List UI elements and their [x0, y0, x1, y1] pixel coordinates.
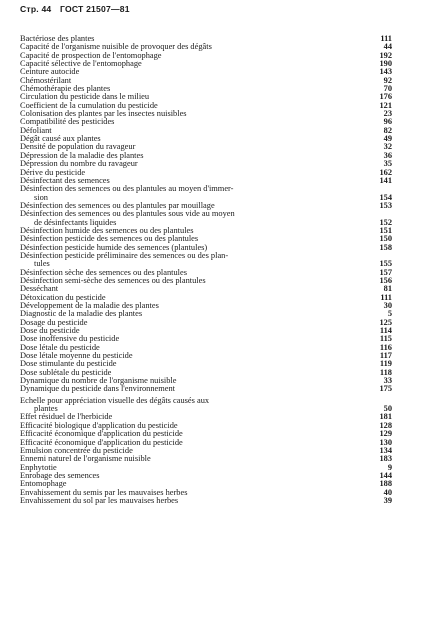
index-entry: [20, 385, 392, 393]
index-term: Dose stimulante du pesticide: [20, 360, 117, 369]
index-list: [20, 35, 392, 505]
index-term: Dose inoffensive du pesticide: [20, 335, 120, 344]
index-entry: [20, 210, 392, 218]
index-page-number: 125: [379, 317, 392, 327]
index-term: Capacité sélective de l'entomophage: [20, 60, 142, 69]
index-entry: [20, 447, 392, 455]
index-entry: [20, 369, 392, 377]
index-page-number: 153: [379, 200, 392, 210]
index-entry: [20, 430, 392, 438]
index-page-number: 115: [379, 334, 392, 344]
index-term: Dégât causé aux plantes: [20, 135, 101, 144]
index-page-number: 150: [379, 234, 392, 244]
index-page-number: 130: [379, 437, 392, 447]
index-term: Efficacité économique d'application du pesticide: [20, 438, 183, 447]
index-page-number: 5: [387, 309, 392, 319]
index-page-number: 49: [383, 134, 392, 144]
index-term: Dynamique du pesticide dans l'environnement: [20, 385, 176, 394]
index-term: Ennemi naturel de l'organisme nuisible: [20, 455, 151, 464]
index-entry: [20, 110, 392, 118]
index-term: Coefficient de la cumulation du pesticide: [20, 101, 158, 110]
index-term: Échelle pour appréciation visuelle des dégâts causés aux: [20, 396, 210, 405]
index-page-number: 128: [379, 420, 392, 430]
index-page-number: 116: [379, 342, 392, 352]
index-entry: [20, 52, 392, 60]
index-page-number: 152: [379, 217, 392, 227]
index-entry: [20, 60, 392, 68]
index-page-number: 155: [379, 259, 392, 269]
index-page-number: 23: [383, 109, 392, 119]
index-entry: [20, 219, 392, 227]
index-entry: [20, 152, 392, 160]
index-entry: [20, 405, 392, 413]
index-term: Capacité de l'organisme nuisible de provoquer des dégâts: [20, 43, 212, 52]
index-entry: [20, 455, 392, 463]
index-term: Désinfection pesticide humide des semences (plantules): [20, 243, 208, 252]
index-entry: [20, 439, 392, 447]
index-entry: [20, 252, 392, 260]
index-term: Désinfection humide des semences ou des plantules: [20, 226, 194, 235]
index-term: tules: [34, 260, 50, 269]
index-entry: [20, 102, 392, 110]
index-term: Dose sublétale du pesticide: [20, 368, 112, 377]
index-entry: [20, 472, 392, 480]
index-entry: [20, 93, 392, 101]
index-page-number: 190: [379, 59, 392, 69]
index-entry: [20, 185, 392, 193]
index-page-number: 134: [379, 445, 392, 455]
index-page-number: 81: [383, 284, 392, 294]
index-term: Dépression de la maladie des plantes: [20, 151, 144, 160]
index-term: Dosage du pesticide: [20, 318, 88, 327]
index-term: Enphytotie: [20, 463, 57, 472]
index-page-number: 144: [379, 470, 392, 480]
index-page-number: 33: [383, 376, 392, 386]
index-entry: [20, 327, 392, 335]
index-page-number: 40: [383, 487, 392, 497]
index-entry: [20, 118, 392, 126]
index-term: Bactériose des plantes: [20, 35, 95, 43]
index-entry: [20, 143, 392, 151]
index-entry: [20, 319, 392, 327]
index-page-number: 44: [383, 42, 392, 52]
index-entry: [20, 294, 392, 302]
index-entry: [20, 244, 392, 252]
index-page-number: 96: [383, 117, 392, 127]
index-entry: [20, 489, 392, 497]
index-term: Dérive du pesticide: [20, 168, 86, 177]
index-term: Colonisation des plantes par les insectes nuisibles: [20, 110, 187, 119]
index-page-number: 50: [383, 404, 392, 414]
index-page-number: 114: [379, 326, 392, 336]
page-number: Стр. 44: [20, 4, 52, 14]
index-entry: [20, 127, 392, 135]
index-page-number: 162: [379, 167, 392, 177]
index-entry: [20, 335, 392, 343]
index-page-number: 92: [383, 75, 392, 85]
index-term: Entomophage: [20, 480, 67, 489]
index-entry: [20, 377, 392, 385]
index-page-number: 70: [383, 84, 392, 94]
index-entry: [20, 397, 392, 405]
index-page-number: 36: [383, 150, 392, 160]
index-page-number: 35: [383, 159, 392, 169]
index-term: de désinfectants liquides: [34, 218, 117, 227]
index-page-number: 183: [379, 454, 392, 464]
index-term: Désinfection sèche des semences ou des plantules: [20, 268, 187, 277]
index-page-number: 121: [379, 100, 392, 110]
index-term: Envahissement du sol par les mauvaises herbes: [20, 496, 179, 505]
index-entry: [20, 177, 392, 185]
index-entry: [20, 135, 392, 143]
index-term: Développement de la maladie des plantes: [20, 302, 159, 310]
index-term: Efficacité économique d'application du pesticide: [20, 430, 183, 439]
index-term: Chémostérilant: [20, 76, 72, 85]
index-term: Dépression du nombre du ravageur: [20, 160, 138, 169]
index-term: Désinfection semi-sèche des semences ou des plantules: [20, 276, 206, 285]
index-term: Émulsion concentrée du pesticide: [20, 446, 133, 455]
index-term: Désinfection pesticide des semences ou des plantules: [20, 235, 199, 244]
index-entry: [20, 422, 392, 430]
index-page-number: 9: [387, 462, 392, 472]
index-entry: [20, 497, 392, 505]
index-page-number: 192: [379, 50, 392, 60]
index-page-number: 141: [379, 175, 392, 185]
index-page-number: 158: [379, 242, 392, 252]
index-entry: [20, 302, 392, 310]
index-term: Dynamique du nombre de l'organisme nuisible: [20, 377, 177, 386]
index-term: Désinfection pesticide préliminaire des semences ou des plan-: [20, 251, 229, 260]
index-entry: [20, 77, 392, 85]
index-entry: [20, 310, 392, 318]
index-page-number: 129: [379, 429, 392, 439]
index-entry: [20, 260, 392, 268]
index-term: plantes: [34, 405, 58, 414]
index-page-number: 39: [383, 495, 392, 505]
page-header: [20, 4, 136, 14]
index-entry: [20, 35, 392, 43]
index-page-number: 143: [379, 67, 392, 77]
standard-code: ГОСТ 21507—81: [60, 4, 130, 14]
index-term: Défoliant: [20, 126, 52, 135]
index-term: Désinfectant des semences: [20, 176, 110, 185]
index-entry: [20, 68, 392, 76]
index-term: Enrobage des semences: [20, 471, 100, 480]
index-term: Détoxication du pesticide: [20, 293, 106, 302]
index-term: Chémothérapie des plantes: [20, 85, 111, 94]
index-term: Capacité de prospection de l'entomophage: [20, 51, 162, 60]
index-page-number: 82: [383, 125, 392, 135]
index-page-number: 176: [379, 92, 392, 102]
index-term: Dose létale du pesticide: [20, 343, 100, 352]
index-term: Circulation du pesticide dans le milieu: [20, 93, 150, 102]
index-entry: [20, 360, 392, 368]
index-term: sion: [34, 193, 48, 202]
index-entry: [20, 160, 392, 168]
index-entry: [20, 194, 392, 202]
index-entry: [20, 85, 392, 93]
index-entry: [20, 277, 392, 285]
index-page-number: 30: [383, 301, 392, 310]
index-term: Densité de population du ravageur: [20, 143, 136, 152]
index-term: Désinfection des semences ou des plantules sous vide au moyen: [20, 210, 235, 219]
index-term: Compatibilité des pesticides: [20, 118, 115, 127]
index-entry: [20, 480, 392, 488]
index-term: Effet résiduel de l'herbicide: [20, 413, 113, 422]
index-term: Dose létale moyenne du pesticide: [20, 352, 133, 361]
index-page-number: 156: [379, 275, 392, 285]
index-page-number: 157: [379, 267, 392, 277]
index-entry: [20, 285, 392, 293]
index-term: Ceinture autocide: [20, 68, 80, 77]
index-term: Efficacité biologique d'application du pesticide: [20, 421, 178, 430]
index-entry: [20, 352, 392, 360]
index-entry: [20, 413, 392, 421]
index-entry: [20, 227, 392, 235]
index-page-number: 188: [379, 479, 392, 489]
index-page-number: 118: [379, 367, 392, 377]
index-term: Diagnostic de la maladie des plantes: [20, 310, 143, 319]
index-page-number: 181: [379, 412, 392, 422]
index-page-number: 111: [380, 292, 392, 302]
index-entry: [20, 344, 392, 352]
index-page-number: 32: [383, 142, 392, 152]
index-entry: [20, 464, 392, 472]
index-page-number: 117: [379, 351, 392, 361]
index-term: Désinfection des semences ou des plantules au moyen d'immer-: [20, 185, 234, 194]
index-page-number: 154: [379, 192, 392, 202]
index-entry: [20, 169, 392, 177]
index-term: Dose du pesticide: [20, 327, 80, 336]
index-term: Désinfection des semences ou des plantules par mouillage: [20, 201, 215, 210]
index-page-number: 111: [380, 34, 392, 43]
index-entry: [20, 43, 392, 51]
index-entry: [20, 235, 392, 243]
index-page-number: 119: [379, 359, 392, 369]
index-term: Desséchant: [20, 285, 59, 294]
index-entry: [20, 202, 392, 210]
index-page-number: 151: [379, 225, 392, 235]
index-term: Envahissement du semis par les mauvaises herbes: [20, 488, 188, 497]
index-page-number: 175: [379, 384, 392, 394]
index-entry: [20, 269, 392, 277]
